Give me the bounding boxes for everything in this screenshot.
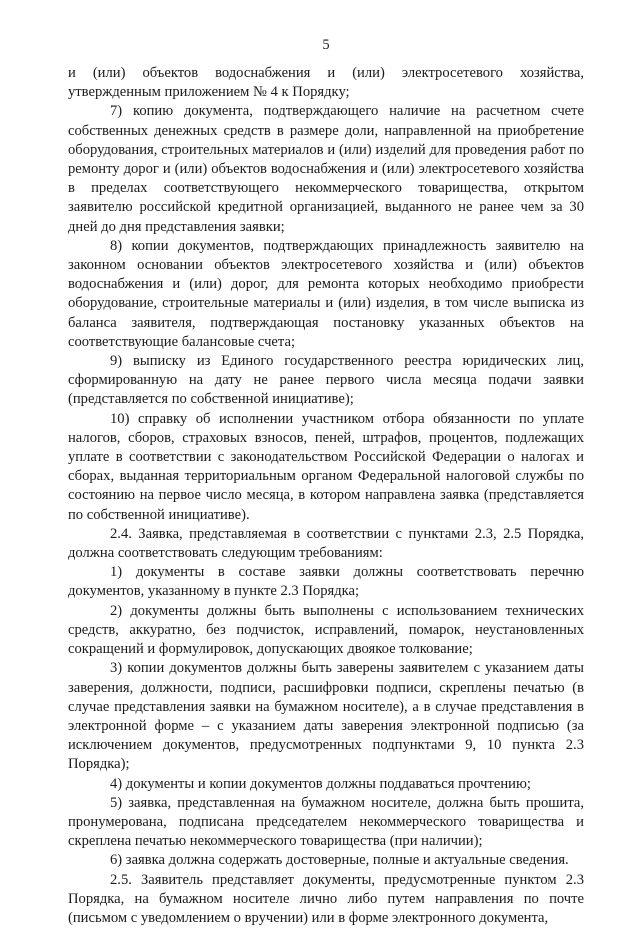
paragraph-requirement-3: 3) копии документов должны быть заверены заявителем с указанием даты заверения, должности, подписи, расшифровки подписи, скреплены печатью (в случае представления заявки на бумажном носителе), а в случае представления в электронной форме – с указанием даты заверения электронной подписью (за исключением документов, предусмотренных подпунктами 9, 10 пункта 2.3 Порядка); (68, 660, 584, 773)
paragraph-requirement-6: 6) заявка должна содержать достоверные, полные и актуальные сведения. (110, 852, 569, 869)
paragraph-item-9: 9) выписку из Единого государственного реестра юридических лиц, сформированную на дату не ранее первого числа месяца подачи заявки (представляется по собственной инициативе); (68, 353, 584, 408)
paragraph-continuation: и (или) объектов водоснабжения и (или) электросетевого хозяйства, утвержденным приложением № 4 к Порядку; (68, 65, 584, 101)
paragraph-section-2-4: 2.4. Заявка, представляемая в соответствии с пунктами 2.3, 2.5 Порядка, должна соответствовать следующим требованиям: (68, 525, 584, 562)
paragraph-requirement-1: 1) документы в составе заявки должны соответствовать перечню документов, указанному в пункте 2.3 Порядка; (68, 564, 584, 600)
paragraph-item-10: 10) справку об исполнении участником отбора обязанности по уплате налогов, сборов, страховых взносов, пеней, штрафов, процентов, подлежащих уплате в соответствии с законодательством Российской Федерации о налогах и сборах, выданная территориальным органом Федеральной налоговой службы по состоянию на первое число месяца, в котором направлена заявка (представляется по собственной инициативе). (68, 410, 584, 523)
paragraph-requirement-4: 4) документы и копии документов должны поддаваться прочтению; (110, 775, 531, 792)
paragraph-item-8: 8) копии документов, подтверждающих принадлежность заявителю на законном основании объектов электросетевого хозяйства и (или) объектов водоснабжения и (или) дорог, для ремонта которых необходимо приобрести оборудование, строительные материалы и (или) изделия, в том числе выписка из баланса заявителя, подтверждающая постановку указанных объектов на соответствующие балансовые счета; (68, 237, 584, 350)
paragraph-requirement-5: 5) заявка, представленная на бумажном носителе, должна быть прошита, пронумерована, подписана председателем некоммерческого товарищества и скреплена печатью некоммерческого товарищества (при наличии); (68, 794, 584, 850)
paragraph-item-7: 7) копию документа, подтверждающего наличие на расчетном счете собственных денежных средств в размере доли, направленной на приобретение оборудования, строительных материалов и (или) изделий для проведения работ по ремонту дорог и (или) объектов водоснабжения и (или) электросетевого хозяйства в пределах соответствующего некоммерческого товарищества, открытом заявителю российской кредитной организацией, выданного не ранее чем за 30 дней до дня представления заявки; (68, 103, 584, 235)
document-body (68, 64, 584, 928)
paragraph-section-2-5: 2.5. Заявитель представляет документы, предусмотренные пунктом 2.3 Порядка, на бумажном носителе лично либо путем направления по почте (письмом с уведомлением о вручении) или в форме электронного документа, (68, 871, 584, 926)
page-number: 5 (322, 37, 330, 53)
paragraph-requirement-2: 2) документы должны быть выполнены с использованием технических средств, аккуратно, без подчисток, исправлений, помарок, неустановленных сокращений и формулировок, допускающих двоякое толкование; (68, 602, 584, 658)
